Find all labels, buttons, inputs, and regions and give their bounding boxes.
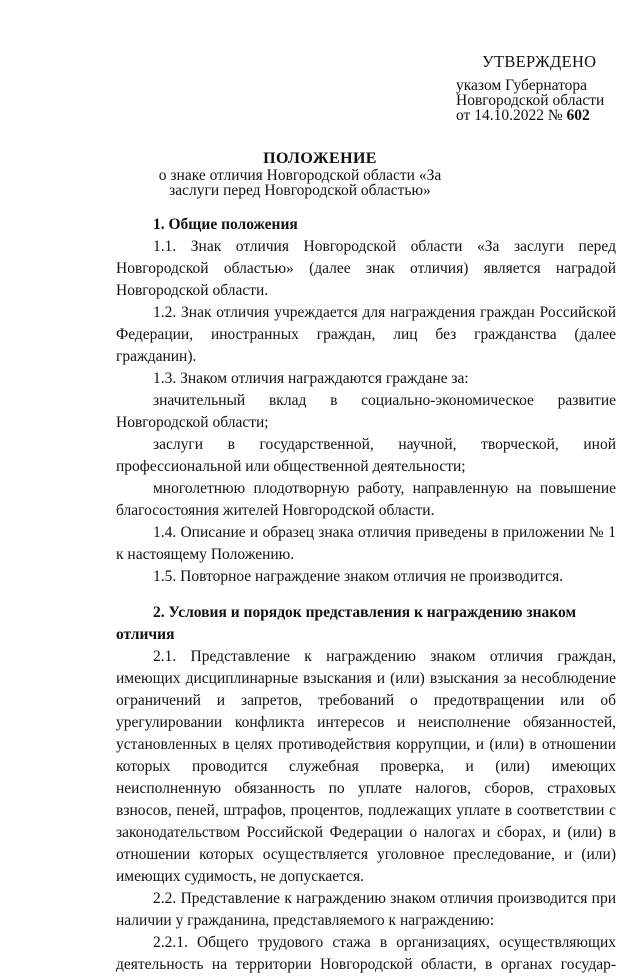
document-title: ПОЛОЖЕНИЕ: [263, 150, 377, 167]
approval-block: [456, 54, 604, 123]
paragraph: 1.1. Знак отличия Новгородской области «За заслуги перед Новгородской областью» (далее знак отличия) является наградой Новгородской области.: [116, 238, 616, 299]
paragraph: 1.5. Повторное награждение знаком отличия не производится.: [153, 568, 564, 585]
paragraph: 2.2.1. Общего трудового стажа в организациях, осуществляющих деятельность на территории Новгородской области, в органах государ-: [116, 934, 616, 973]
approval-issuer: указом Губернатора: [456, 77, 588, 94]
paragraph: 2.2. Представление к награждению знаком отличия производится при наличии у гражданина, представляемого к награждению:: [116, 890, 616, 929]
approval-date-text: от 14.10.2022 №: [456, 107, 563, 124]
paragraph: 1.4. Описание и образец знака отличия приведены в приложении № 1 к настоящему Положению.: [116, 524, 616, 563]
approval-date: [456, 108, 604, 123]
paragraph: 2.1. Представление к награждению знаком отличия граждан, имеющих дисциплинарные взыскания и (или) взыскания за несоблюдение ограничений и запретов, требований о предотвращении или об урегулировании конфликта интересов и неисполнение обязанностей, установленных в целях противодействия коррупции, и (или) в отношении которых проводится служебная проверка, и (или) имеющих неисполненную обязанность по уплате налогов, сборов, страховых взносов, пеней, штрафов, процентов, подлежащих уплате в соответствии с законодательством Российской Федерации о налогах и сборах, и (или) в отношении которых осуществляется уголовное преследование, и (или) имеющих судимость, не допускается.: [116, 648, 616, 885]
document-subtitle: о знаке отличия Новгородской области «За заслуги перед Новгородской областью»: [158, 167, 442, 199]
section-heading: 2. Условия и порядок представления к награждению знаком отличия: [116, 604, 577, 643]
section-heading: 1. Общие положения: [153, 216, 298, 233]
approval-heading: УТВЕРЖДЕНО: [482, 52, 597, 71]
paragraph: многолетнюю плодотворную работу, направленную на повышение благосостояния жителей Новгородской области.: [116, 480, 616, 519]
paragraph: значительный вклад в социально-экономическое развитие Новгородской области;: [116, 392, 616, 431]
approval-number: 602: [566, 107, 590, 124]
paragraph: 1.2. Знак отличия учреждается для награждения граждан Российской Федерации, иностранных граждан, лиц без гражданства (далее гражданин).: [116, 304, 616, 365]
approval-region: Новгородской области: [456, 92, 605, 109]
paragraph: заслуги в государственной, научной, творческой, иной профессиональной или общественной деятельности;: [116, 436, 616, 475]
paragraph: 1.3. Знаком отличия награждаются граждане за:: [153, 370, 469, 387]
document-body: [116, 214, 616, 976]
